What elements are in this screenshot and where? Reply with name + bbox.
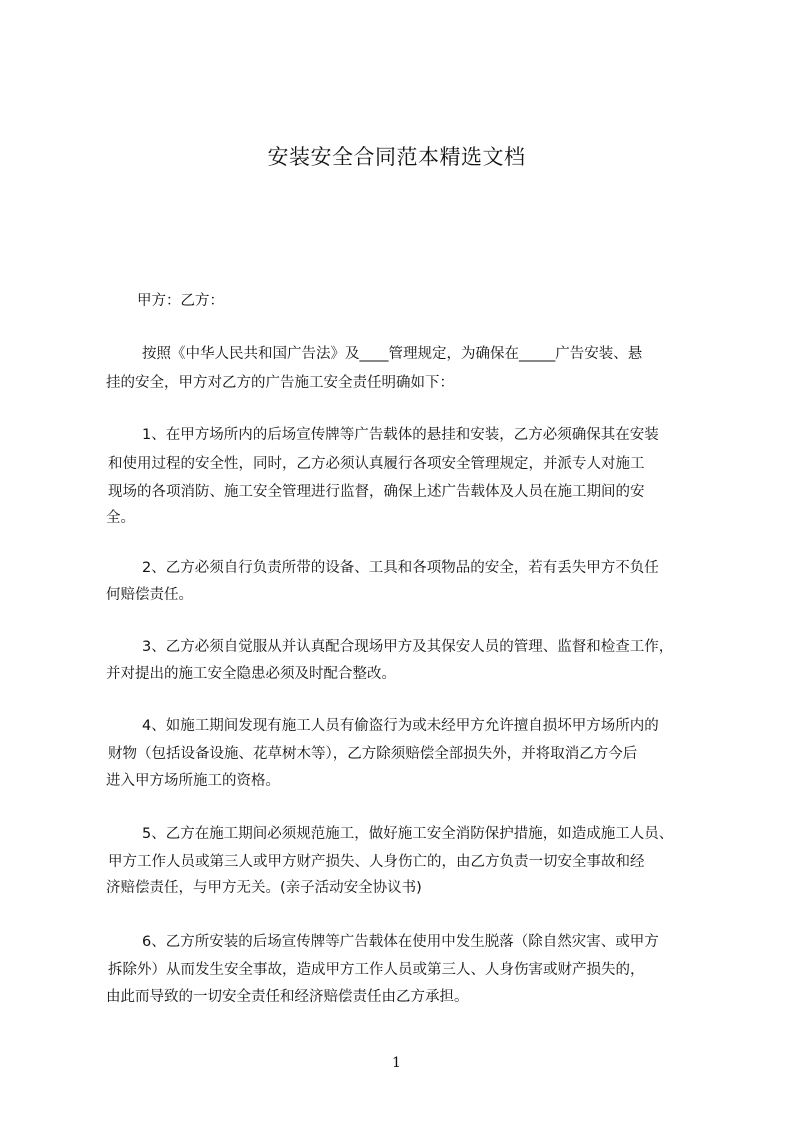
clause-2-line: 何赔偿责任。	[106, 587, 193, 603]
clause-1-line: 和使用过程的安全性，同时，乙方必须认真履行各项安全管理规定，并派专人对施工	[108, 456, 645, 472]
clause-1-line: 1、在甲方场所内的后场宣传牌等广告载体的悬挂和安装，乙方必须确保其在安装	[142, 427, 659, 443]
clause-3-line: 3、乙方必须自觉服从并认真配合现场甲方及其保安人员的管理、监督和检查工作，	[142, 639, 674, 655]
clause-3-line: 并对提出的施工安全隐患必须及时配合整改。	[106, 666, 396, 682]
clause-5-line: 5、乙方在施工期间必须规范施工，做好施工安全消防保护措施，如造成施工人员、	[142, 826, 674, 842]
clause-2-line: 2、乙方必须自行负责所带的设备、工具和各项物品的安全，若有丢失甲方不负任	[142, 560, 659, 576]
document-title: 安装安全合同范本精选文档	[267, 145, 526, 169]
parties-line: 甲方：乙方：	[137, 293, 224, 309]
page-number: 1	[392, 1055, 401, 1071]
clause-4-line: 4、如施工期间发现有施工人员有偷盗行为或未经甲方允许擅自损坏甲方场所内的	[142, 718, 659, 734]
intro-line: 按照《中华人民共和国广告法》及____管理规定，为确保在_____广告安装、悬	[142, 346, 643, 362]
clause-6-line: 拆除外）从而发生安全事故，造成甲方工作人员或第三人、人身伤害或财产损失的，	[108, 962, 645, 978]
clause-6-line: 6、乙方所安装的后场宣传牌等广告载体在使用中发生脱落（除自然灾害、或甲方	[142, 934, 659, 950]
clause-1-line: 现场的各项消防、施工安全管理进行监督，确保上述广告载体及人员在施工期间的安	[108, 484, 645, 500]
clause-6-line: 由此而导致的一切安全责任和经济赔偿责任由乙方承担。	[106, 989, 469, 1005]
clause-1-line: 全。	[106, 510, 135, 526]
clause-5-line: 甲方工作人员或第三人或甲方财产损失、人身伤亡的，由乙方负责一切安全事故和经	[108, 854, 645, 870]
clause-4-line: 财物（包括设备设施、花草树木等），乙方除须赔偿全部损失外，并将取消乙方今后	[108, 746, 638, 762]
clause-4-line: 进入甲方场所施工的资格。	[106, 773, 280, 789]
clause-5-line: 济赔偿责任，与甲方无关。(亲子活动安全协议书)	[106, 880, 422, 896]
intro-line: 挂的安全，甲方对乙方的广告施工安全责任明确如下：	[106, 375, 454, 391]
